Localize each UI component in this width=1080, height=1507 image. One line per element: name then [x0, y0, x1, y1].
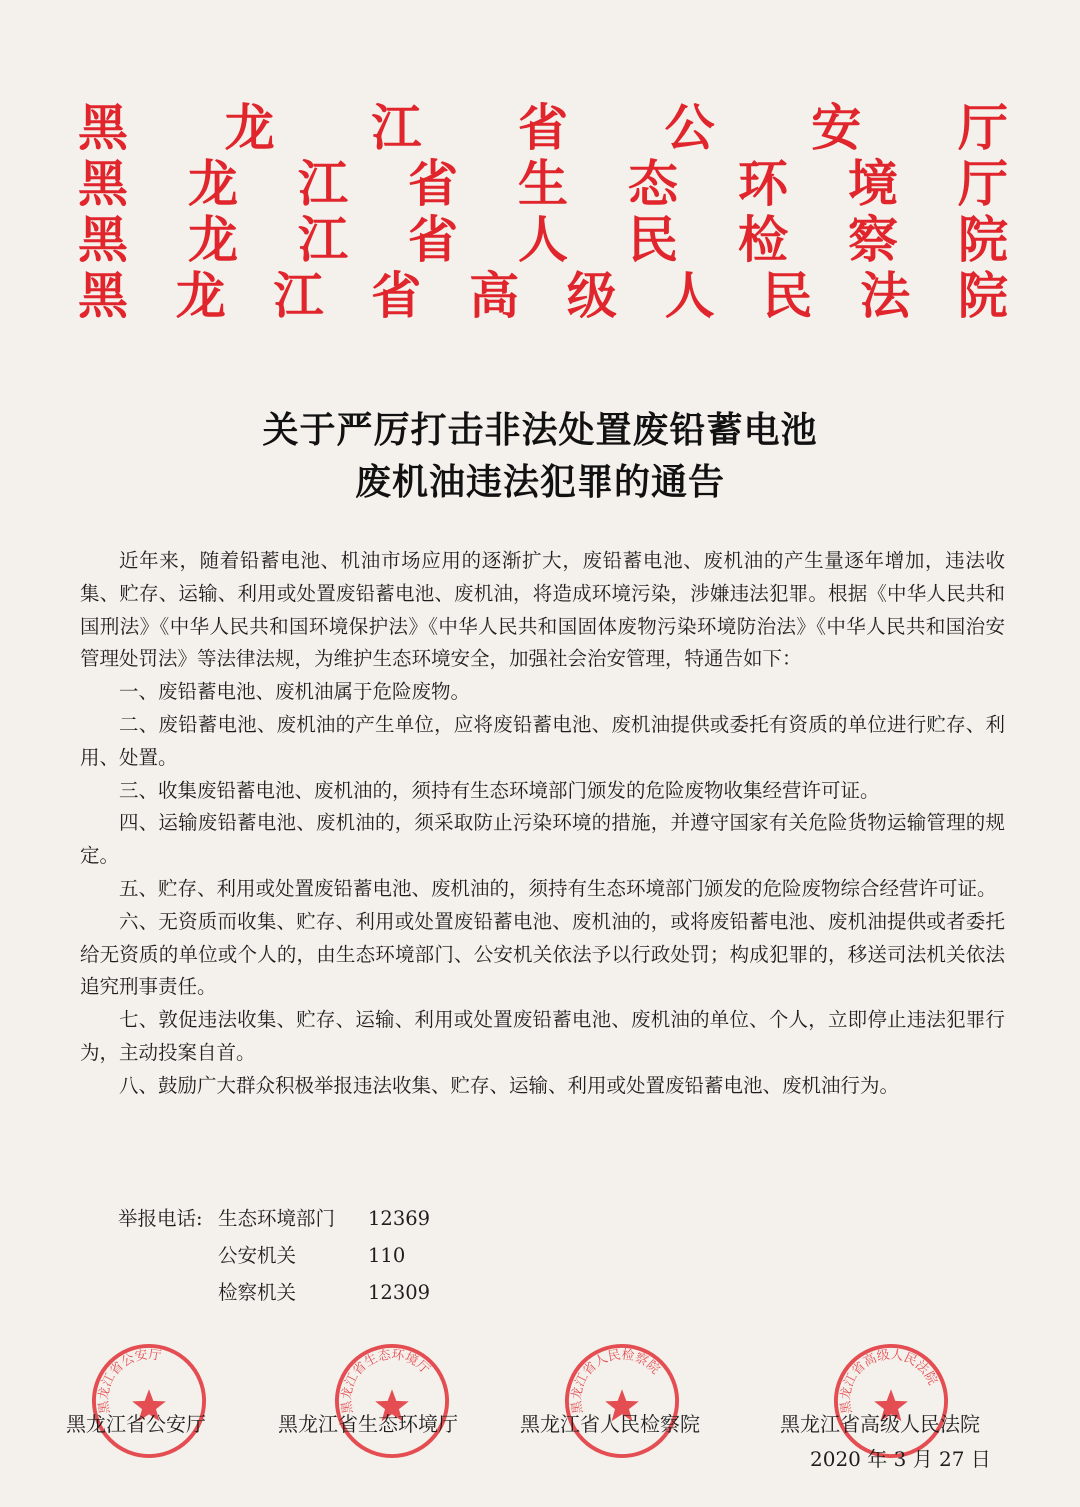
header-char: 省: [408, 210, 458, 269]
signatory-ecology: 黑龙江省生态环境厅: [278, 1412, 458, 1436]
clause-3: 三、收集废铅蓄电池、废机油的，须持有生态环境部门颁发的危险废物收集经营许可证。: [119, 778, 880, 802]
hotline-number: 12369: [368, 1207, 431, 1230]
hotline-row: [118, 1237, 468, 1274]
hotline-number: 12309: [368, 1281, 431, 1304]
header-char: 态: [628, 154, 678, 213]
header-char: 龙: [188, 154, 238, 213]
clause-1: 一、废铅蓄电池、废机油属于危险废物。: [119, 680, 471, 704]
clause-2: 二、废铅蓄电池、废机油的产生单位，应将废铅蓄电池、废机油提供或委托有资质的单位进行贮存、利用、处置。: [80, 712, 1005, 769]
signatory-court: 黑龙江省高级人民法院: [780, 1412, 980, 1436]
police-seal-icon: [90, 1342, 208, 1460]
clause-5: 五、贮存、利用或处置废铅蓄电池、废机油的，须持有生态环境部门颁发的危险废物综合经营许可证。: [119, 876, 997, 900]
intro-paragraph: 近年来，随着铅蓄电池、机油市场应用的逐渐扩大，废铅蓄电池、废机油的产生量逐年增加，违法收集、贮存、运输、利用或处置废铅蓄电池、废机油，将造成环境污染，涉嫌违法犯罪。根据《中华人民共和国刑法》《中华人民共和国环境保护法》《中华人民共和国固体废物污染环境防治法》《中华人民共和国治安管理处罚法》等法律法规，为维护生态环境安全，加强社会治安管理，特通告如下：: [80, 549, 1005, 671]
procuratorate-seal-icon: [563, 1342, 681, 1460]
header-line-procuratorate: [78, 212, 1008, 268]
svg-text:黑龙江省生态环境厅: 黑龙江省生态环境厅: [339, 1347, 433, 1415]
clause-4: 四、运输废铅蓄电池、废机油的，须采取防止污染环境的措施，并遵守国家有关危险货物运输管理的规定。: [80, 811, 1005, 868]
header-char: 安: [811, 98, 862, 157]
header-char: 江: [371, 98, 422, 157]
header-char: 境: [848, 154, 898, 213]
header-char: 人: [518, 210, 568, 269]
header-char: 江: [298, 210, 348, 269]
seal-graphic: [563, 1342, 681, 1460]
header-char: 龙: [175, 266, 226, 325]
header-line-ecology: [78, 156, 1008, 212]
notice-title-line-2: 废机油违法犯罪的通告: [354, 461, 725, 503]
clause-8: 八、鼓励广大群众积极举报违法收集、贮存、运输、利用或处置废铅蓄电池、废机油行为。: [119, 1073, 900, 1097]
seal-graphic: [90, 1342, 208, 1460]
header-char: 院: [958, 210, 1008, 269]
signatory-procuratorate: 黑龙江省人民检察院: [520, 1412, 700, 1436]
hotline-row: [118, 1274, 468, 1311]
header-char: 省: [517, 98, 568, 157]
header-char: 江: [273, 266, 324, 325]
header-char: 公: [664, 98, 715, 157]
header-char: 察: [848, 210, 898, 269]
signatory-police: 黑龙江省公安厅: [66, 1412, 206, 1436]
header-char: 民: [628, 210, 678, 269]
header-char: 黑: [78, 154, 128, 213]
header-char: 法: [860, 266, 911, 325]
ecology-seal-icon: [333, 1342, 451, 1460]
hotline-number: 110: [368, 1244, 406, 1267]
seal-graphic: [333, 1342, 451, 1460]
header-char: 厅: [957, 98, 1008, 157]
header-line-court: [78, 268, 1008, 324]
header-char: 省: [408, 154, 458, 213]
header-line-police: [78, 100, 1008, 156]
report-hotlines: [118, 1200, 468, 1311]
header-char: 环: [738, 154, 788, 213]
clause-6: 六、无资质而收集、贮存、利用或处置废铅蓄电池、废机油的，或将废铅蓄电池、废机油提供或者委托给无资质的单位或个人的，由生态环境部门、公安机关依法予以行政处罚；构成犯罪的，移送司法机关依法追究刑事责任。: [80, 909, 1005, 999]
svg-text:黑龙江省高级人民法院: 黑龙江省高级人民法院: [838, 1347, 940, 1415]
header-char: 厅: [958, 154, 1008, 213]
clause-7: 七、敦促违法收集、贮存、运输、利用或处置废铅蓄电池、废机油的单位、个人，立即停止违法犯罪行为，主动投案自首。: [80, 1008, 1005, 1064]
issuing-authorities-header: [78, 100, 1008, 324]
header-char: 江: [298, 154, 348, 213]
header-char: 黑: [78, 266, 128, 325]
svg-text:黑龙江省公安厅: 黑龙江省公安厅: [96, 1347, 163, 1415]
header-char: 生: [518, 154, 568, 213]
header-char: 龙: [188, 210, 238, 269]
issue-date: 2020 年 3 月 27 日: [810, 1447, 991, 1471]
hotline-dept: 检察机关: [218, 1281, 297, 1304]
header-char: 高: [469, 266, 520, 325]
hotline-dept: 公安机关: [218, 1244, 297, 1267]
svg-text:黑龙江省人民检察院: 黑龙江省人民检察院: [569, 1347, 663, 1415]
header-char: 院: [957, 266, 1008, 325]
header-char: 检: [738, 210, 788, 269]
hotline-dept: 生态环境部门: [218, 1207, 336, 1230]
notice-body: [80, 545, 1005, 1103]
header-char: 省: [371, 266, 422, 325]
hotline-row: [118, 1200, 468, 1237]
header-char: 龙: [224, 98, 275, 157]
header-char: 级: [566, 266, 617, 325]
header-char: 民: [762, 266, 813, 325]
header-char: 黑: [78, 98, 128, 157]
header-char: 人: [664, 266, 715, 325]
notice-title-line-1: 关于严厉打击非法处置废铅蓄电池: [262, 409, 818, 451]
header-char: 黑: [78, 210, 128, 269]
hotline-label: 举报电话:: [118, 1207, 203, 1230]
